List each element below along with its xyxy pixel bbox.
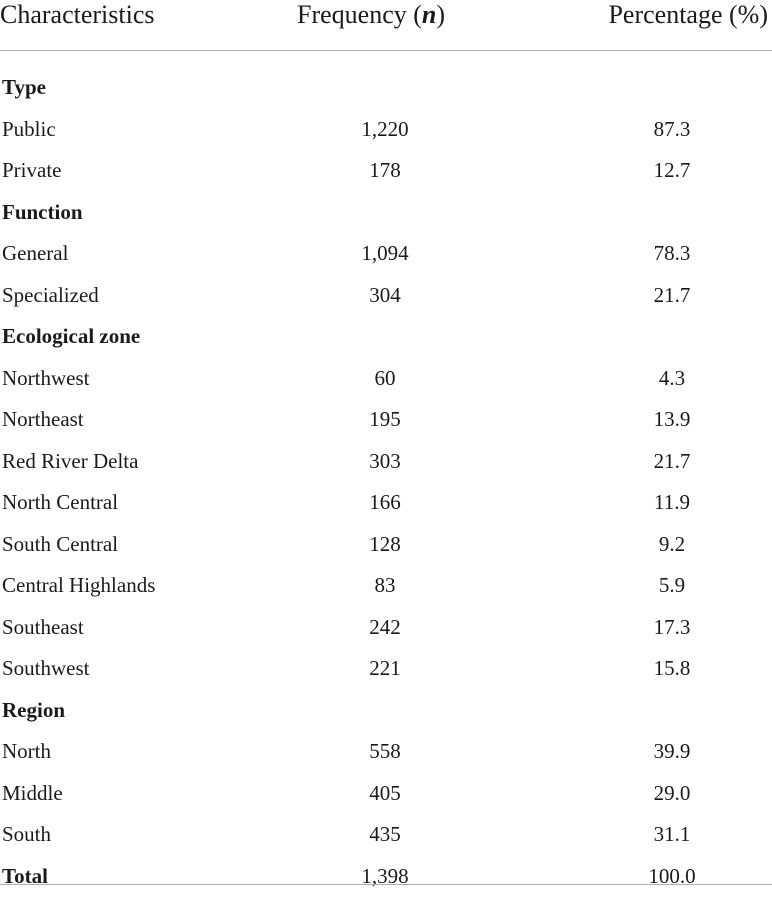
table-row <box>0 690 772 732</box>
table-body <box>0 67 772 897</box>
header-frequency-label: Frequency ( <box>297 0 422 29</box>
row-label: Northeast <box>2 407 84 431</box>
row-label: Type <box>2 75 46 99</box>
table-row: Specialized 304 21.7 <box>0 275 772 317</box>
table-row: North 558 39.9 <box>0 731 772 773</box>
row-label: North Central <box>2 490 119 514</box>
row-label: Function <box>2 199 83 224</box>
table-row: Southwest 221 15.8 <box>0 648 772 690</box>
row-label: South <box>2 822 52 846</box>
table-row: General 1,094 78.3 <box>0 233 772 275</box>
row-label: North <box>2 739 51 763</box>
table-row <box>0 67 772 109</box>
row-label: General <box>2 241 69 265</box>
table-row: Northwest 60 4.3 <box>0 358 772 400</box>
header-frequency <box>297 0 445 30</box>
row-label: Red River Delta <box>2 448 139 473</box>
table-header <box>0 0 772 51</box>
row-label: Specialized <box>2 282 99 307</box>
row-label: Total <box>2 863 48 888</box>
table-row-total: Total 1,398 100.0 <box>0 856 772 898</box>
table-row: North Central 166 11.9 <box>0 482 772 524</box>
table-row: South 435 31.1 <box>0 814 772 856</box>
row-label: Ecological zone <box>2 324 141 348</box>
row-label: Region <box>2 697 65 722</box>
row-label: Southwest <box>2 656 90 680</box>
row-label: Public <box>2 116 56 141</box>
header-frequency-symbol: n <box>421 0 437 29</box>
row-label: South Central <box>2 531 119 556</box>
row-label: Northwest <box>2 365 90 390</box>
table-row <box>0 316 772 358</box>
row-label: Middle <box>2 780 63 805</box>
table-row: Private 178 12.7 <box>0 150 772 192</box>
row-label: Central Highlands <box>2 573 156 597</box>
header-percentage: Percentage (%) <box>608 0 768 29</box>
table-row: South Central 128 9.2 <box>0 524 772 566</box>
table-row: Public 1,220 87.3 <box>0 109 772 151</box>
table-row: Northeast 195 13.9 <box>0 399 772 441</box>
bottom-rule <box>0 884 772 885</box>
row-label: Southeast <box>2 614 84 639</box>
table-row <box>0 192 772 234</box>
row-label: Private <box>2 158 62 182</box>
table-row: Red River Delta 303 21.7 <box>0 441 772 483</box>
table-row: Middle 405 29.0 <box>0 773 772 815</box>
table-row: Southeast 242 17.3 <box>0 607 772 649</box>
header-characteristics: Characteristics <box>0 0 155 29</box>
header-frequency-close: ) <box>436 0 446 29</box>
table-row: Central Highlands 83 5.9 <box>0 565 772 607</box>
